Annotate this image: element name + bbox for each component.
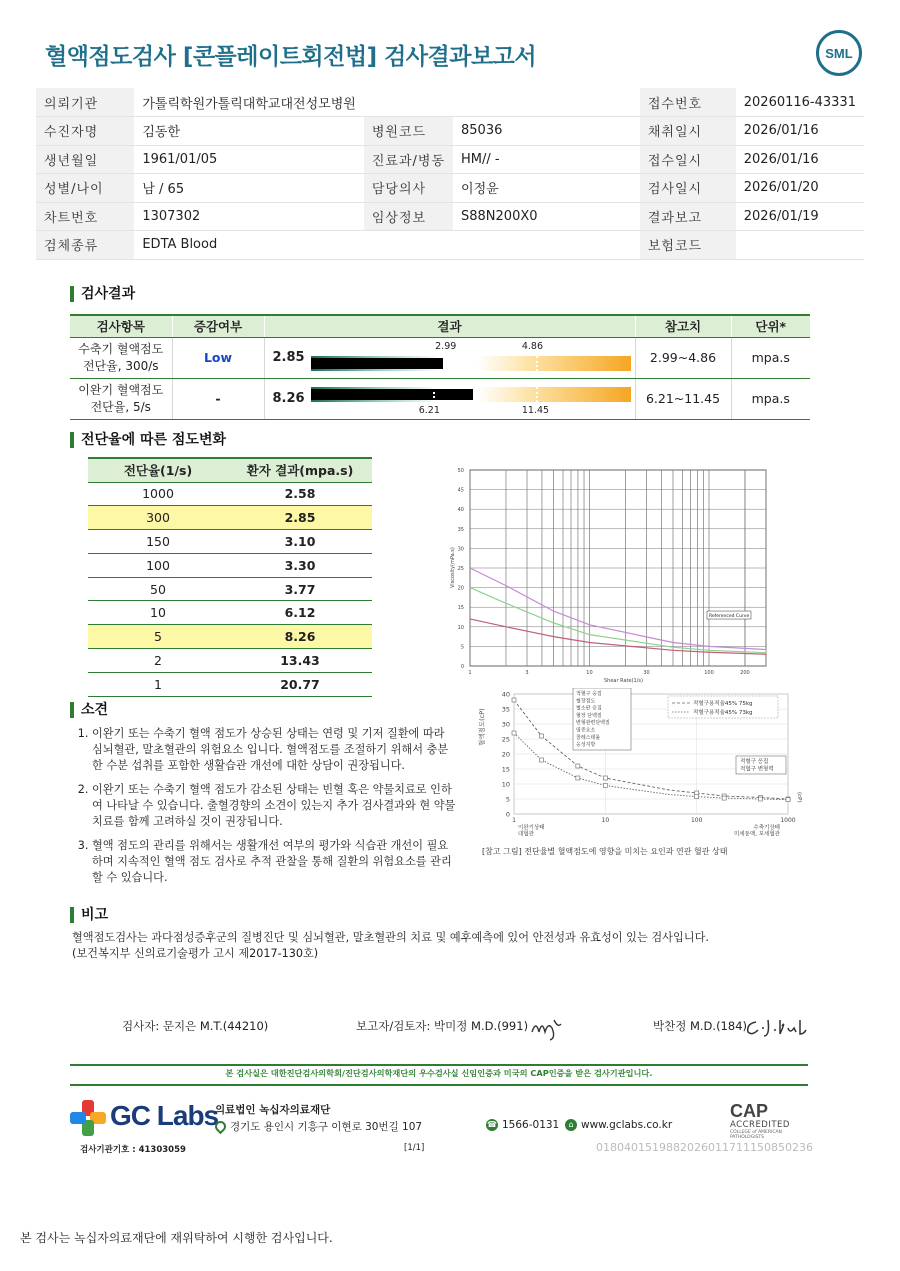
info-value: 2026/01/19 [736,202,864,231]
address [215,1119,422,1134]
y-tick-label-2: 0 [505,810,510,819]
shear-section-title: 전단율에 따른 점도변화 [70,432,226,448]
ref-series-point [512,698,516,702]
results-header: 검사항목 [70,315,172,337]
info-key: 검사일시 [640,174,736,203]
ref-series-point [786,798,790,802]
result-cell [264,378,635,419]
result-value: 2.85 [272,349,305,365]
x-tick-label: 200 [740,670,750,676]
reference-marker-label: 2.99 [435,340,457,352]
remark-text [72,930,832,962]
y-axis-label-2: 혈액점도(cP) [478,708,486,746]
shear-rate: 1 [88,672,228,696]
opinion-section-title: 소견 [70,702,108,718]
factor-label: 적혈구 응집 [576,691,602,697]
barcode-number [596,1141,813,1154]
factor-label: 염증요소 [576,727,596,734]
shear-row [88,625,372,649]
patient-viscosity: 3.10 [228,530,372,554]
reference-marker-line [536,356,538,371]
patient-viscosity: 6.12 [228,601,372,625]
info-key: 접수번호 [640,88,736,117]
info-row [36,117,864,146]
info-key: 병원코드 [364,117,453,146]
info-key: 차트번호 [36,202,134,231]
x-tick-label: 30 [643,670,650,676]
doctor-signature: 박찬정 M.D.(184) [653,1019,747,1033]
test-item-line2: 전단율, 5/s [90,399,151,414]
info-value: 1961/01/05 [134,145,364,174]
y-tick-label: 45 [457,487,464,494]
info-value: 20260116-43331 [736,88,864,117]
x-tick-label-2: 100 [690,817,703,824]
y-tick-label: 5 [460,644,464,651]
y-tick-label-2: 40 [501,690,510,699]
remark-section-title: 비고 [70,907,108,923]
results-row [70,337,810,378]
shear-rate: 10 [88,601,228,625]
info-key [364,231,453,260]
info-value: 2026/01/20 [736,174,864,203]
ref-series-point [722,796,726,800]
info-key: 성별/나이 [36,174,134,203]
y-tick-label: 50 [457,468,464,474]
info-value: 85036 [453,117,640,146]
info-value: 1307302 [134,202,364,231]
info-value [453,88,640,117]
info-value: 이정윤 [453,174,640,203]
info-key: 결과보고 [640,202,736,231]
results-section-title: 검사결과 [70,286,135,302]
footer-divider-bottom [70,1084,808,1086]
shear-row [88,530,372,554]
test-item [70,378,172,419]
x-tick-label: 100 [704,670,714,676]
x-tick-label-2: 1 [512,817,516,824]
factor-label: 응성지방 [576,742,596,749]
info-key: 검체종류 [36,231,134,260]
x-tick-label-2: 10 [601,817,610,824]
shear-row [88,649,372,673]
unit: mpa.s [731,337,810,378]
logo-text: SML [825,45,853,61]
ref-series-point [603,776,607,780]
info-value: 남 / 65 [134,174,364,203]
info-row [36,202,864,231]
cap-subtitle: COLLEGE of AMERICAN PATHOLOGISTS [730,1130,782,1140]
x-tick-label: 1 [468,670,472,676]
y-tick-label-2: 25 [501,735,510,744]
shear-row [88,672,372,696]
results-header: 증감여부 [172,315,264,337]
xcap-left-label: 이완기상태 [518,825,545,831]
shear-rate: 1000 [88,482,228,506]
remark-line-1: 혈액점도검사는 과다점성증후군의 질병진단 및 심뇌혈관, 말초혈관의 치료 및 예후예측에 있어 안전성과 유효성이 있는 검사입니다. [72,931,709,944]
test-item-line2: 전단율, 300/s [82,358,159,373]
flag: - [172,378,264,419]
cap-accredited: ACCREDITED [730,1120,790,1130]
barcode-number-tail: 36 [798,1141,813,1154]
patient-value-bar [311,358,443,369]
reference-figure-chart [478,688,814,858]
website-text[interactable]: www.gclabs.co.kr [581,1119,673,1131]
info-value: EDTA Blood [134,231,364,260]
patient-viscosity: 3.30 [228,553,372,577]
results-header: 결과 [264,315,635,337]
shear-rate: 50 [88,577,228,601]
reference-range: 6.21~11.45 [635,378,731,419]
x-tick-label: 3 [525,670,529,676]
reference-marker-line [536,387,538,402]
reference-marker-line [433,387,435,402]
info-key: 생년월일 [36,145,134,174]
test-item-line1: 수축기 혈액점도 [78,341,164,356]
y-tick-label: 40 [457,507,464,514]
viscosity-chart [446,462,776,687]
reference-range: 2.99~4.86 [635,337,731,378]
y-tick-label-2: 30 [501,720,510,729]
ref-series-point [512,731,516,735]
y-axis-label: Viscosity(mPa.s) [450,547,456,588]
sml-logo [816,30,862,76]
remark-line-2: (보건복지부 신의료기술평가 고시 제2017-130호) [72,947,319,960]
factor-label: 혈소판 응집 [576,705,602,712]
reporter-handwritten-sign [528,1014,568,1042]
info-value: HM// - [453,145,640,174]
bottom-note: 본 검사는 녹십자의료재단에 재위탁하여 시행한 검사입니다. [20,1231,333,1245]
info-value: 2026/01/16 [736,145,864,174]
cap-title: CAP [730,1101,769,1121]
reference-marker-line [449,356,451,371]
shear-rate: 300 [88,506,228,530]
institution-number: 검사기관기호 : 41303059 [80,1145,186,1155]
flag: Low [172,337,264,378]
result-value: 8.26 [272,390,305,406]
annotation-text: Referenced Curve [708,614,750,620]
shear-row [88,601,372,625]
patient-viscosity: 2.85 [228,506,372,530]
info-row [36,231,864,260]
shear-row [88,553,372,577]
y-tick-label-2: 5 [505,795,510,804]
results-header: 참고치 [635,315,731,337]
website[interactable] [565,1119,672,1131]
shear-table [88,457,372,697]
shear-rate: 5 [88,625,228,649]
opinion-list [72,726,457,894]
phone-icon: ☎ [487,1120,497,1129]
info-value: 김동한 [134,117,364,146]
patient-info-table [36,88,864,260]
factor-label: 변형관련단백질 [576,720,610,727]
factor-label: 혈장점도 [576,698,596,705]
y-tick-label-2: 10 [501,780,510,789]
ref-series-point [539,734,543,738]
gc-labs-brand: GC Labs [110,1100,219,1131]
cap-logo [730,1102,810,1140]
address-text: 경기도 용인시 기흥구 이현로 30번길 107 [230,1121,423,1133]
x-axis-label: Shear Rate(1/s) [604,678,643,684]
opinion-item: 1. 이완기 또는 수축기 혈액 점도가 상승된 상태는 연령 및 기저 질환에 따라 심뇌혈관, 말초혈관의 위험요소 입니다. 혈액점도를 조절하기 위해서 충분한 수분 섭취를 포함한 생활습관 개선에 대한 상담이 권장됩니다. [92,726,457,774]
ref-series-point [576,776,580,780]
info-key: 보험코드 [640,231,736,260]
patient-viscosity: 20.77 [228,672,372,696]
xcap-right-label: 수축기상태 [753,825,780,831]
info-key: 접수일시 [640,145,736,174]
reference-marker-label: 6.21 [418,404,440,416]
doctor-handwritten-sign [744,1014,808,1040]
y-tick-label: 15 [457,605,464,612]
info-value: 가톨릭학원가톨릭대학교대전성모병원 [134,88,364,117]
y-tick-label-2: 15 [501,765,510,774]
reporter-signature: 보고자/검토자: 박미정 M.D.(991) [356,1019,529,1033]
certification-note: 본 검사실은 대한진단검사의학회/진단검사의학재단의 우수검사실 신임인증과 미국의 CAP인증을 받은 검사기관입니다. [225,1068,653,1078]
info-row [36,174,864,203]
y-tick-label-2: 20 [501,750,510,759]
ref-series-point [576,764,580,768]
result-cell [264,337,635,378]
info-key: 수진자명 [36,117,134,146]
ref-series-point [603,784,607,788]
info-key [364,88,453,117]
figure-caption: [참고 그림] 전단율별 혈액점도에 영향을 미치는 요인과 연관 혈관 상태 [482,847,728,856]
info-row [36,145,864,174]
x-tick-label: 10 [586,670,593,676]
shear-rate: 2 [88,649,228,673]
patient-viscosity: 3.77 [228,577,372,601]
page-title: 혈액점도검사 [콘플레이트회전법] 검사결과보고서 [45,44,537,70]
info-key: 임상정보 [364,202,453,231]
shear-row [88,482,372,506]
shear-row [88,577,372,601]
patient-viscosity: 8.26 [228,625,372,649]
unit: mpa.s [731,378,810,419]
page-number: [1/1] [404,1143,425,1153]
opinion-item: 2. 이완기 또는 수축기 혈액 점도가 감소된 상태는 빈혈 혹은 약물치료로 인하여 나타날 수 있습니다. 출혈경향의 소견이 있는지 추가 검사결과와 현 약물치료를 함께 고려하실 것이 권장됩니다. [92,782,457,830]
xcap-right-label: 미세동맥, 모세혈관 [733,831,780,838]
results-row [70,378,810,419]
legend-label-2: 적혈구용적율45% 73kg [693,710,753,716]
y-tick-label: 10 [457,624,464,631]
info-key: 채취일시 [640,117,736,146]
shear-rate: 100 [88,553,228,577]
info-key: 담당의사 [364,174,453,203]
info-value: 2026/01/16 [736,117,864,146]
gc-cross-icon [70,1100,106,1136]
x-tick-label-2: 1000 [780,817,796,824]
barcode-number-main: 01804015198820260117111508502 [596,1141,799,1154]
info-key: 의뢰기관 [36,88,134,117]
shear-rate: 150 [88,530,228,554]
right-box-label: 적혈구 변형력 [740,766,774,773]
org-name: 의료법인 녹십자의료재단 [215,1104,331,1116]
reference-marker-label: 11.45 [521,404,550,416]
patient-viscosity: 13.43 [228,649,372,673]
info-value [453,231,640,260]
results-table [70,314,810,420]
y-tick-label: 0 [460,664,464,670]
ref-series-point [695,795,699,799]
phone [486,1119,559,1131]
phone-text: 1566-0131 [502,1119,560,1131]
y-tick-label: 35 [457,526,464,533]
y-tick-label: 25 [457,566,464,572]
test-item-line1: 이완기 혈액점도 [78,382,164,397]
info-value: S88N200X0 [453,202,640,231]
location-pin-icon [213,1119,229,1135]
results-header: 단위* [731,315,810,337]
reference-marker-label: 4.86 [521,340,543,352]
shear-header: 전단율(1/s) [88,458,228,482]
legend-label-2: 적혈구용적율45% 75kg [693,701,753,707]
y-tick-label-2: 35 [501,705,510,714]
xcap-left-label: 대혈관 [518,831,534,838]
result-bar-wrap [265,379,635,419]
ref-series-point [539,758,543,762]
y-tick-label: 30 [457,546,464,553]
right-axis-label: (cP) [796,792,802,803]
shear-header: 환자 결과(mpa.s) [228,458,372,482]
patient-value-bar [311,389,474,400]
right-box-label: 적혈구 응집 [740,759,769,765]
info-key: 진료과/병동 [364,145,453,174]
info-row [36,88,864,117]
ref-series-point [759,797,763,801]
footer-divider-top [70,1064,808,1066]
result-bar-wrap [265,338,635,378]
patient-viscosity: 2.58 [228,482,372,506]
info-value [736,231,864,260]
y-tick-label: 20 [457,585,464,592]
opinion-item: 3. 혈액 점도의 관리를 위해서는 생활개선 여부의 평가와 식습관 개선이 필요하며 지속적인 혈액 점도 검사로 추적 관찰을 통해 질환의 위험요소를 관리 할 수 있습니다. [92,838,457,886]
factor-label: 콜레스테롤 [576,734,601,741]
tester-signature: 검사자: 문지은 M.T.(44210) [122,1019,269,1033]
factor-label: 혈장 단백질 [576,712,602,719]
home-icon: ⌂ [565,1119,577,1131]
shear-row [88,506,372,530]
test-item [70,337,172,378]
